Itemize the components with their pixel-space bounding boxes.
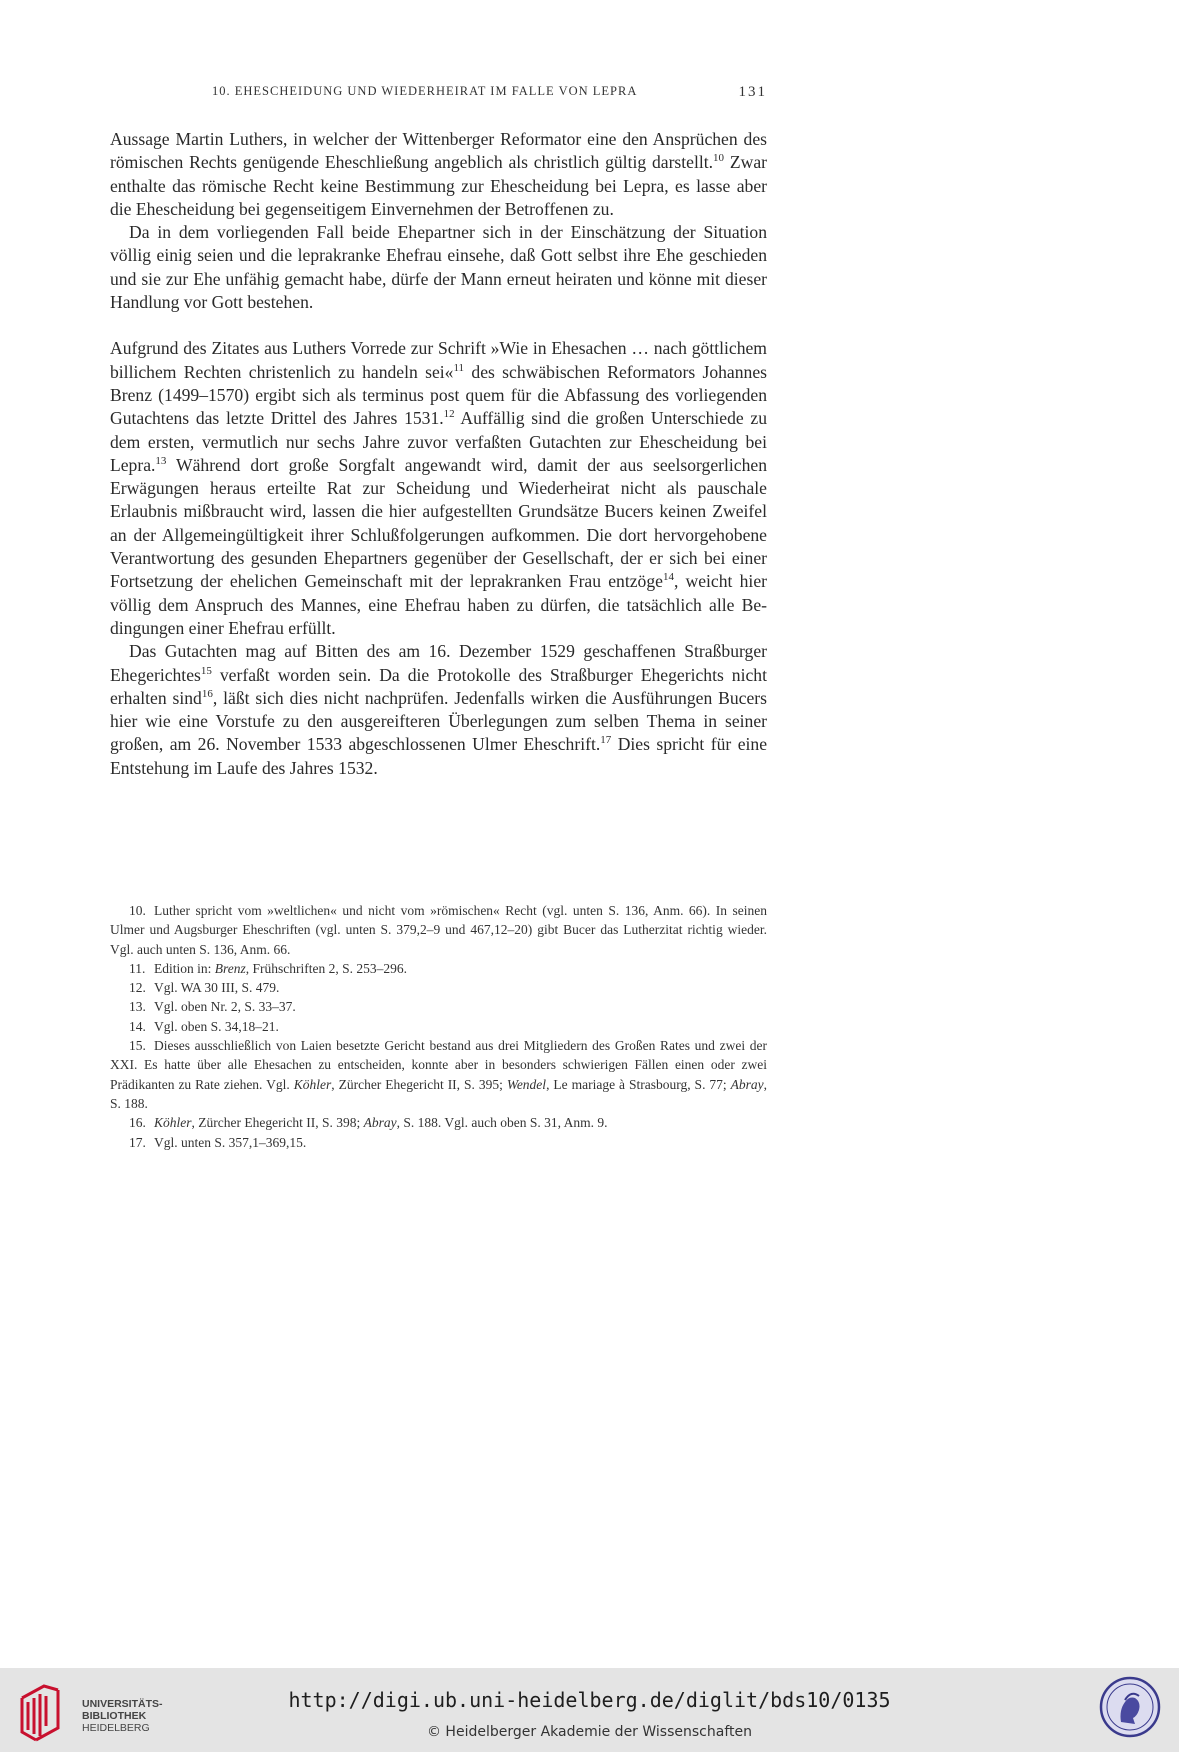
footnote-text: Vgl. WA 30 III, S. 479. [154, 980, 280, 996]
footnote-text: Luther spricht vom »weltlichen« und nicht vom »römischen« Recht (vgl. unten S. 136, Anm. 66). In seinen Ulmer und Augsburger Eheschriften (vgl. unten S. 379,2–9 und 467,12–20) gibt Bucer das Lutherzitat richtig wieder. Vgl. auch unten S. 136, Anm. 66. [110, 903, 767, 957]
paragraph-3 [110, 337, 767, 640]
footnote-ref-13[interactable]: 13 [155, 454, 167, 467]
footnote-ref-10[interactable]: 10 [713, 152, 725, 165]
main-text [110, 128, 767, 780]
academy-seal-icon[interactable] [1099, 1676, 1161, 1738]
footnote-number: 11. [129, 960, 146, 976]
footnote-ref-14[interactable]: 14 [662, 571, 674, 584]
paragraph-text: Zwar enthalte das römische Recht keine Bestimmung zur Ehescheidung bei Lepra, es lasse aber die Ehescheidung bei gegenseitigem Einvernehmen der Betroffenen zu. [110, 152, 767, 219]
footnote-text: , S. 188. [110, 1076, 767, 1111]
paragraph-text: Auffällig sind die großen Unterschiede zu dem ersten, vermutlich nur sechs Jahre zuvor verfaßten Gutachten zur Ehescheidung bei Lepra. [110, 408, 767, 475]
footnote-number: 16. [129, 1115, 146, 1131]
footnote-ref-16[interactable]: 16 [201, 687, 213, 700]
paragraph-1 [110, 128, 767, 221]
footnote-number: 15. [129, 1038, 146, 1054]
footnote-13 [110, 997, 767, 1016]
paragraph-text: Aufgrund des Zitates aus Luthers Vorrede zur Schrift »Wie in Ehesachen … nach göttlichem billichem Rechten christenlich zu handeln sei« [110, 338, 767, 382]
footnote-ref-17[interactable]: 17 [600, 734, 612, 747]
paragraph-4 [110, 640, 767, 780]
footnote-text: , Le mariage à Strasbourg, S. 77; [546, 1076, 731, 1092]
author-name: Köhler [293, 1076, 332, 1092]
footer-bar [0, 1668, 1179, 1752]
footnote-text: Edition in: [154, 960, 215, 976]
paragraph-text: , läßt sich dies nicht nachprüfen. Jedenfalls wirken die Ausführungen Bucers hier wie eine Vorstufe zu den ausgereifteren Überlegungen zum selben Thema in seiner großen, am 26. November 1533 abgeschlossenen Ulmer Eheschrift. [110, 687, 767, 755]
author-name: Abray [730, 1076, 764, 1092]
paragraph-text: Während dort große Sorgfalt angewandt wird, damit der aus seelsorgerlichen Erwägungen heraus erteilte Rat zur Scheidung und Wiederheirat nicht als pauschale Erlaubnis mißbraucht wird, lassen die hier aufgestellten Grundsätze Bucers keinen Zweifel an der Allgemeingültigkeit ihrer Schlußfolgerungen aufkommen. Die dort hervorgehobene Verantwortung des gesunden Ehepartners gegenüber der Gesellschaft, der er sich bei einer Fortsetzung der ehelichen Gemeinschaft mit der leprakranken Frau entzöge [110, 454, 767, 592]
footnote-11 [110, 959, 767, 978]
footnote-text: , Zürcher Ehegericht II, S. 398; [191, 1115, 364, 1131]
footnote-ref-15[interactable]: 15 [200, 664, 212, 677]
footnote-number: 10. [129, 903, 146, 918]
paragraph-text: , weicht hier völlig dem Anspruch des Mannes, eine Ehefrau haben zu dürfen, die tatsächlich alle Bedingungen einer Ehefrau erfüllt. [110, 571, 767, 638]
footnote-12 [110, 978, 767, 997]
footnote-number: 17. [129, 1134, 146, 1150]
footnote-text: Vgl. unten S. 357,1–369,15. [154, 1134, 307, 1150]
footnote-17 [110, 1133, 767, 1152]
footnotes [110, 901, 767, 1152]
footnote-text: Dieses ausschließlich von Laien besetzte Gericht bestand aus drei Mitgliedern des Großen Rates und zwei der XXI. Es hatte über alle Ehesachen zu entscheiden, konnte aber in besonders schwierigen Fällen einen oder zwei Prädikanten zu Rate ziehen. Vgl. [110, 1038, 767, 1092]
page-number: 131 [738, 84, 767, 100]
footnote-text: , S. 188. Vgl. auch oben S. 31, Anm. 9. [396, 1115, 608, 1131]
footnote-number: 12. [129, 980, 146, 996]
footnote-text: Vgl. oben Nr. 2, S. 33–37. [154, 999, 296, 1015]
logo-line-1: UNIVERSITÄTS- [82, 1698, 163, 1710]
footnote-15 [110, 1036, 767, 1113]
footnote-text: Vgl. oben S. 34,18–21. [154, 1018, 279, 1034]
logo-line-3: HEIDELBERG [82, 1722, 150, 1734]
footnote-14 [110, 1017, 767, 1036]
footnote-number: 14. [129, 1018, 146, 1034]
logo-line-2: BIBLIOTHEK [82, 1710, 147, 1722]
author-name: Wendel [506, 1076, 547, 1092]
paragraph-text: Aussage Martin Luthers, in welcher der Wittenberger Reformator eine den Ansprüchen des römischen Rechts genügende Eheschließung angeblich als christlich gültig darstellt. [110, 129, 767, 173]
footnote-text: , Zürcher Ehegericht II, S. 395; [331, 1076, 507, 1092]
paragraph-2: Da in dem vorliegenden Fall beide Ehepartner sich in der Einschätzung der Situation völlig einig seien und die leprakranke Ehefrau einsehe, daß Gott selbst ihre Ehe geschieden und sie zur Ehe unfähig gemacht habe, dürfe der Mann erneut heiraten und könne mit dieser Handlung vor Gott bestehen. [110, 222, 767, 313]
author-name: Brenz [214, 960, 246, 976]
author-name: Abray [363, 1115, 397, 1131]
footnote-ref-12[interactable]: 12 [443, 408, 455, 421]
footnote-10 [110, 901, 767, 959]
paragraph-text: Das Gutachten mag auf Bitten des am 16. Dezember 1529 geschaffenen Straßburger Ehegerichtes [110, 641, 767, 685]
paragraph-text: verfaßt worden sein. Da die Protokolle des Straßburger Ehegerichts nicht erhalten sind [110, 664, 767, 708]
footnote-number: 13. [129, 999, 146, 1015]
running-head-title: 10. EHESCHEIDUNG UND WIEDERHEIRAT IM FALLE VON LEPRA [212, 84, 638, 98]
footnote-text: , Frühschriften 2, S. 253–296. [245, 960, 407, 976]
footnote-16 [110, 1113, 767, 1132]
footnote-ref-11[interactable]: 11 [453, 361, 465, 374]
permalink-url[interactable]: http://digi.ub.uni-heidelberg.de/diglit/bds10/0135 [288, 1688, 891, 1712]
paragraph-text: Dies spricht für eine Entstehung im Laufe des Jahres 1532. [110, 734, 768, 778]
copyright-text: © Heidelberger Akademie der Wissenschaften [426, 1724, 752, 1740]
author-name: Köhler [154, 1115, 192, 1131]
paragraph-text: des schwäbischen Reformators Johannes Brenz (1499–1570) ergibt sich als terminus post quem für die Abfassung des vorliegenden Gutachtens das letzte Drittel des Jahres 1531. [110, 361, 767, 429]
